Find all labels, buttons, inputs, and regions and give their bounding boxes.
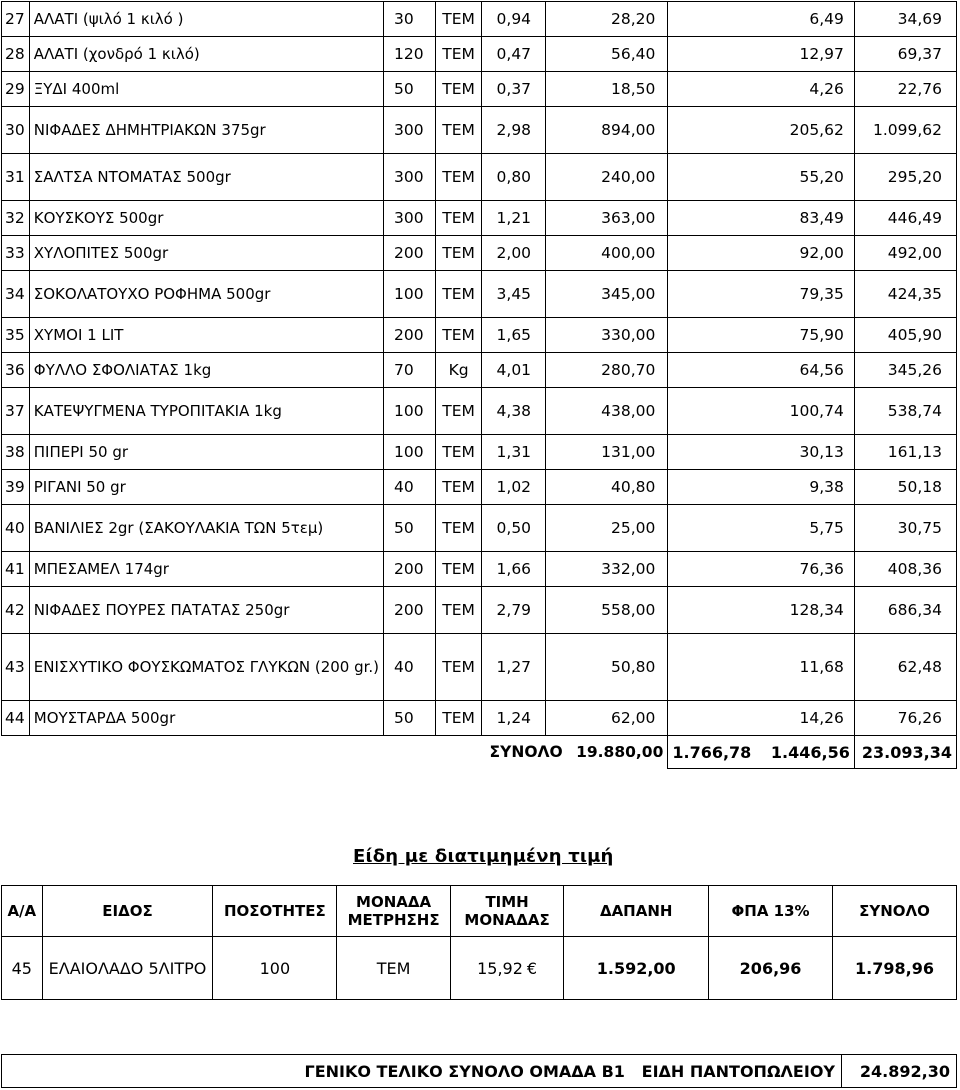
- header-qty: ΠΟΣΟΤΗΤΕΣ: [213, 886, 337, 937]
- row-unit-price: 0,94: [482, 2, 546, 37]
- summary-label: ΣΥΝΟΛΟ: [489, 742, 563, 761]
- special-vat: 206,96: [709, 937, 833, 1000]
- row-unit: ΤΕΜ: [435, 470, 482, 505]
- row-item-name: ΜΠΕΣΑΜΕΛ 174gr: [29, 552, 383, 587]
- row-cost: 438,00: [546, 388, 668, 435]
- row-unit: ΤΕΜ: [435, 154, 482, 201]
- row-number: 32: [2, 201, 30, 236]
- row-unit-price: 0,50: [482, 505, 546, 552]
- row-item-name: ΜΟΥΣΤΑΡΔΑ 500gr: [29, 701, 383, 736]
- row-number: 29: [2, 72, 30, 107]
- row-vat: 205,62: [668, 107, 854, 154]
- row-number: 38: [2, 435, 30, 470]
- row-vat: 75,90: [668, 318, 854, 353]
- row-total: 69,37: [854, 37, 956, 72]
- row-unit: Kg: [435, 353, 482, 388]
- table-row: [2, 2, 957, 37]
- row-unit: ΤΕΜ: [435, 634, 482, 701]
- row-unit-price: 2,98: [482, 107, 546, 154]
- row-unit: ΤΕΜ: [435, 107, 482, 154]
- row-cost: 40,80: [546, 470, 668, 505]
- row-cost: 18,50: [546, 72, 668, 107]
- row-cost: 558,00: [546, 587, 668, 634]
- row-unit: ΤΕΜ: [435, 587, 482, 634]
- row-vat: 4,26: [668, 72, 854, 107]
- row-cost: 280,70: [546, 353, 668, 388]
- row-unit-price: 3,45: [482, 271, 546, 318]
- row-unit-price: 1,65: [482, 318, 546, 353]
- header-cost: ΔΑΠΑΝΗ: [564, 886, 709, 937]
- special-price-cell: [450, 937, 564, 1000]
- row-quantity: 200: [384, 236, 436, 271]
- header-aa: Α/Α: [2, 886, 43, 937]
- row-quantity: 100: [384, 435, 436, 470]
- row-total: 30,75: [854, 505, 956, 552]
- row-quantity: 30: [384, 2, 436, 37]
- row-quantity: 300: [384, 154, 436, 201]
- special-table: [1, 885, 957, 1000]
- row-total: 405,90: [854, 318, 956, 353]
- row-number: 37: [2, 388, 30, 435]
- special-header-row: [2, 886, 957, 937]
- row-item-name: ΣΑΛΤΣΑ ΝΤΟΜΑΤΑΣ 500gr: [29, 154, 383, 201]
- row-cost: 28,20: [546, 2, 668, 37]
- row-unit: ΤΕΜ: [435, 318, 482, 353]
- table-row: [2, 236, 957, 271]
- row-cost: 62,00: [546, 701, 668, 736]
- row-vat: 92,00: [668, 236, 854, 271]
- row-unit: ΤΕΜ: [435, 552, 482, 587]
- row-quantity: 100: [384, 271, 436, 318]
- row-cost: 50,80: [546, 634, 668, 701]
- special-total: 1.798,96: [833, 937, 957, 1000]
- row-unit: ΤΕΜ: [435, 2, 482, 37]
- row-unit: ΤΕΜ: [435, 271, 482, 318]
- row-unit: ΤΕΜ: [435, 701, 482, 736]
- grand-total-table: [1, 1054, 957, 1088]
- row-item-name: ΝΙΦΑΔΕΣ ΠΟΥΡΕΣ ΠΑΤΑΤΑΣ 250gr: [29, 587, 383, 634]
- row-vat: 6,49: [668, 2, 854, 37]
- table-row: [2, 271, 957, 318]
- row-number: 33: [2, 236, 30, 271]
- row-unit-price: 0,80: [482, 154, 546, 201]
- row-total: 424,35: [854, 271, 956, 318]
- row-vat: 100,74: [668, 388, 854, 435]
- row-item-name: ΕΝΙΣΧΥΤΙΚΟ ΦΟΥΣΚΩΜΑΤΟΣ ΓΛΥΚΩΝ (200 gr.): [29, 634, 383, 701]
- row-number: 30: [2, 107, 30, 154]
- row-vat: 55,20: [668, 154, 854, 201]
- row-vat: 5,75: [668, 505, 854, 552]
- row-quantity: 200: [384, 552, 436, 587]
- euro-icon: €: [526, 958, 538, 978]
- row-total: 538,74: [854, 388, 956, 435]
- row-quantity: 120: [384, 37, 436, 72]
- row-vat: 79,35: [668, 271, 854, 318]
- row-vat: 30,13: [668, 435, 854, 470]
- header-price: ΤΙΜΗ ΜΟΝΑΔΑΣ: [450, 886, 564, 937]
- table-row: [2, 470, 957, 505]
- row-total: 161,13: [854, 435, 956, 470]
- row-total: 62,48: [854, 634, 956, 701]
- row-item-name: ΞΥΔΙ 400ml: [29, 72, 383, 107]
- row-number: 43: [2, 634, 30, 701]
- row-item-name: ΠΙΠΕΡΙ 50 gr: [29, 435, 383, 470]
- row-item-name: ΚΑΤΕΨΥΓΜΕΝΑ ΤΥΡΟΠΙΤΑΚΙΑ 1kg: [29, 388, 383, 435]
- row-unit-price: 1,31: [482, 435, 546, 470]
- grand-total-label: ΓΕΝΙΚΟ ΤΕΛΙΚΟ ΣΥΝΟΛΟ ΟΜΑΔΑ Β1 ΕΙΔΗ ΠΑΝΤΟΠΩΛΕΙΟΥ: [2, 1055, 842, 1088]
- row-quantity: 300: [384, 201, 436, 236]
- row-unit-price: 4,38: [482, 388, 546, 435]
- row-unit-price: 2,00: [482, 236, 546, 271]
- row-unit-price: 4,01: [482, 353, 546, 388]
- row-total: 295,20: [854, 154, 956, 201]
- special-row: [2, 937, 957, 1000]
- header-vat: ΦΠΑ 13%: [709, 886, 833, 937]
- summary-vat2: 1.446,56: [770, 742, 850, 762]
- row-number: 44: [2, 701, 30, 736]
- header-unit: ΜΟΝΑΔΑ ΜΕΤΡΗΣΗΣ: [337, 886, 451, 937]
- items-table: [1, 1, 957, 769]
- row-quantity: 200: [384, 318, 436, 353]
- summary-total: 23.093,34: [854, 736, 956, 769]
- row-number: 36: [2, 353, 30, 388]
- table-row: [2, 154, 957, 201]
- row-total: 34,69: [854, 2, 956, 37]
- row-unit: ΤΕΜ: [435, 505, 482, 552]
- row-quantity: 200: [384, 587, 436, 634]
- row-item-name: ΒΑΝΙΛΙΕΣ 2gr (ΣΑΚΟΥΛΑΚΙΑ ΤΩΝ 5τεμ): [29, 505, 383, 552]
- row-quantity: 300: [384, 107, 436, 154]
- row-vat: 12,97: [668, 37, 854, 72]
- row-unit-price: 0,47: [482, 37, 546, 72]
- row-unit-price: 1,24: [482, 701, 546, 736]
- table-row: [2, 318, 957, 353]
- row-item-name: ΦΥΛΛΟ ΣΦΟΛΙΑΤΑΣ 1kg: [29, 353, 383, 388]
- row-number: 34: [2, 271, 30, 318]
- row-item-name: ΑΛΑΤΙ (ψιλό 1 κιλό ): [29, 2, 383, 37]
- special-item: ΕΛΑΙΟΛΑΔΟ 5ΛΙΤΡΟ: [42, 937, 213, 1000]
- row-quantity: 70: [384, 353, 436, 388]
- row-quantity: 40: [384, 634, 436, 701]
- special-qty: 100: [213, 937, 337, 1000]
- row-number: 28: [2, 37, 30, 72]
- row-unit: ΤΕΜ: [435, 201, 482, 236]
- special-cost: 1.592,00: [564, 937, 709, 1000]
- table-row: [2, 353, 957, 388]
- summary-vat: 1.766,78: [672, 742, 752, 762]
- row-number: 42: [2, 587, 30, 634]
- grand-total-value: 24.892,30: [842, 1055, 957, 1088]
- row-item-name: ΧΥΜΟΙ 1 LIT: [29, 318, 383, 353]
- row-cost: 56,40: [546, 37, 668, 72]
- row-total: 492,00: [854, 236, 956, 271]
- row-cost: 894,00: [546, 107, 668, 154]
- row-quantity: 50: [384, 505, 436, 552]
- row-item-name: ΑΛΑΤΙ (χονδρό 1 κιλό): [29, 37, 383, 72]
- row-cost: 400,00: [546, 236, 668, 271]
- row-total: 686,34: [854, 587, 956, 634]
- row-number: 27: [2, 2, 30, 37]
- row-vat: 128,34: [668, 587, 854, 634]
- row-unit-price: 2,79: [482, 587, 546, 634]
- row-cost: 345,00: [546, 271, 668, 318]
- table-row: [2, 435, 957, 470]
- summary-cost: 19.880,00: [576, 742, 664, 761]
- row-quantity: 50: [384, 72, 436, 107]
- row-cost: 363,00: [546, 201, 668, 236]
- table-row: [2, 72, 957, 107]
- row-vat: 9,38: [668, 470, 854, 505]
- row-vat: 64,56: [668, 353, 854, 388]
- special-price: 15,92: [477, 958, 523, 978]
- row-unit-price: 0,37: [482, 72, 546, 107]
- table-row: [2, 37, 957, 72]
- row-item-name: ΝΙΦΑΔΕΣ ΔΗΜΗΤΡΙΑΚΩΝ 375gr: [29, 107, 383, 154]
- header-item: ΕΙΔΟΣ: [42, 886, 213, 937]
- row-total: 76,26: [854, 701, 956, 736]
- table-row: [2, 505, 957, 552]
- row-unit: ΤΕΜ: [435, 236, 482, 271]
- row-item-name: ΡΙΓΑΝΙ 50 gr: [29, 470, 383, 505]
- table-row: [2, 634, 957, 701]
- table-row: [2, 388, 957, 435]
- row-total: 1.099,62: [854, 107, 956, 154]
- row-vat: 83,49: [668, 201, 854, 236]
- row-unit-price: 1,66: [482, 552, 546, 587]
- row-quantity: 50: [384, 701, 436, 736]
- table-row: [2, 107, 957, 154]
- table-row: [2, 201, 957, 236]
- row-vat: 14,26: [668, 701, 854, 736]
- row-unit: ΤΕΜ: [435, 37, 482, 72]
- row-item-name: ΚΟΥΣΚΟΥΣ 500gr: [29, 201, 383, 236]
- special-unit: ΤΕΜ: [337, 937, 451, 1000]
- grand-total-row: [2, 1055, 957, 1088]
- row-total: 408,36: [854, 552, 956, 587]
- row-unit: ΤΕΜ: [435, 72, 482, 107]
- special-title: Είδη με διατιμημένη τιμή: [353, 846, 614, 867]
- row-unit: ΤΕΜ: [435, 388, 482, 435]
- row-quantity: 40: [384, 470, 436, 505]
- row-cost: 240,00: [546, 154, 668, 201]
- row-item-name: ΣΟΚΟΛΑΤΟΥΧΟ ΡΟΦΗΜΑ 500gr: [29, 271, 383, 318]
- row-quantity: 100: [384, 388, 436, 435]
- table-row: [2, 587, 957, 634]
- special-aa: 45: [2, 937, 43, 1000]
- row-cost: 332,00: [546, 552, 668, 587]
- row-vat: 11,68: [668, 634, 854, 701]
- row-cost: 131,00: [546, 435, 668, 470]
- row-number: 40: [2, 505, 30, 552]
- row-cost: 330,00: [546, 318, 668, 353]
- row-unit-price: 1,21: [482, 201, 546, 236]
- row-total: 50,18: [854, 470, 956, 505]
- row-number: 31: [2, 154, 30, 201]
- summary-row: [2, 736, 957, 769]
- row-vat: 76,36: [668, 552, 854, 587]
- row-unit-price: 1,27: [482, 634, 546, 701]
- row-number: 39: [2, 470, 30, 505]
- header-total: ΣΥΝΟΛΟ: [833, 886, 957, 937]
- row-total: 22,76: [854, 72, 956, 107]
- row-item-name: ΧΥΛΟΠΙΤΕΣ 500gr: [29, 236, 383, 271]
- row-number: 35: [2, 318, 30, 353]
- row-total: 446,49: [854, 201, 956, 236]
- table-row: [2, 701, 957, 736]
- row-cost: 25,00: [546, 505, 668, 552]
- row-number: 41: [2, 552, 30, 587]
- row-unit: ΤΕΜ: [435, 435, 482, 470]
- row-total: 345,26: [854, 353, 956, 388]
- table-row: [2, 552, 957, 587]
- row-unit-price: 1,02: [482, 470, 546, 505]
